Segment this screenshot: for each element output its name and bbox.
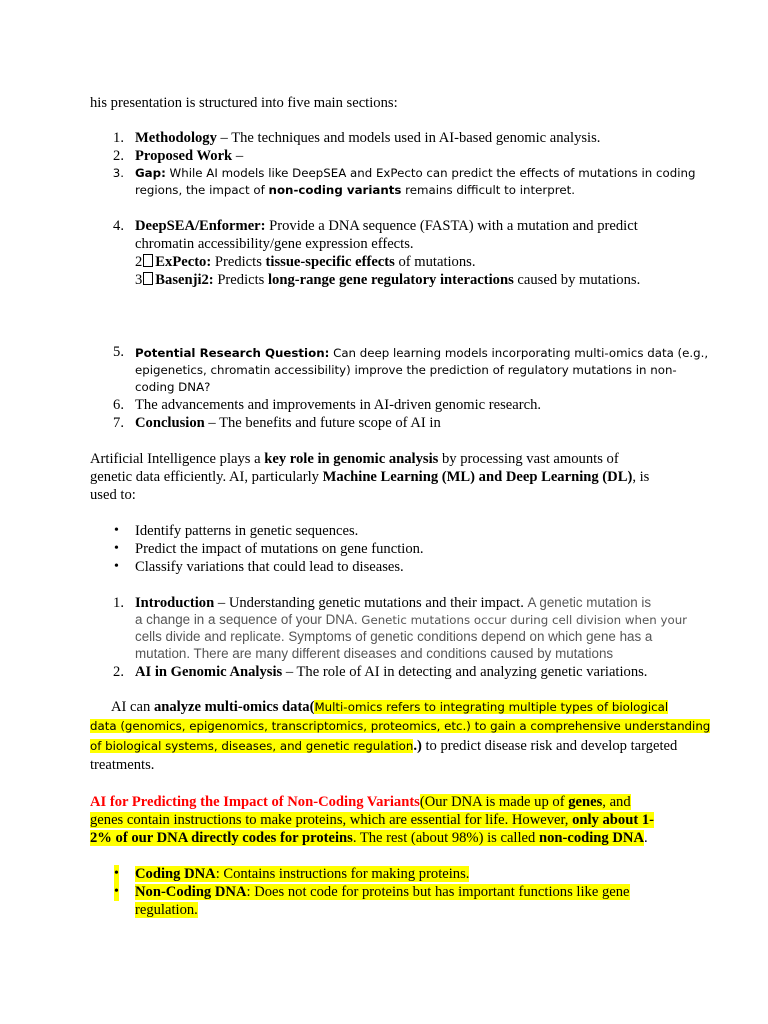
- para-ai-line2: genetic data efficiently. AI, particularly Machine Learning (ML) and Deep Learning (DL), is: [90, 469, 650, 485]
- para-omics-line1: AI can analyze multi-omics data(Multi-omics refers to integrating multiple types of biological: [111, 699, 669, 715]
- bullet-icon: •: [114, 523, 119, 538]
- bullet-item-noncoding-dna-line2: regulation.: [135, 902, 198, 918]
- list-item-gap-line2: regions, the impact of non-coding variants remains difficult to interpret.: [135, 183, 575, 197]
- bullet-icon: •: [114, 866, 119, 881]
- list-item-deepsea-line2: chromatin accessibility/gene expression effects.: [135, 236, 414, 252]
- bullet-icon: •: [114, 541, 119, 556]
- bullet-item-noncoding-dna: Non-Coding DNA: Does not code for proteins but has important functions like gene: [135, 884, 630, 900]
- list-item-introduction-line3: cells divide and replicate. Symptoms of genetic conditions depend on which gene has a: [135, 629, 653, 644]
- para-ai-line3: used to:: [90, 487, 136, 503]
- list-item-ai-genomic: AI in Genomic Analysis – The role of AI in detecting and analyzing genetic variations.: [135, 664, 648, 680]
- list-number: 2.: [113, 664, 124, 680]
- list-item-deepsea: DeepSEA/Enformer: Provide a DNA sequence (FASTA) with a mutation and predict: [135, 218, 638, 234]
- list-number: 3.: [112, 166, 124, 180]
- list-item-introduction-line2: a change in a sequence of your DNA. Genetic mutations occur during cell division when your: [135, 612, 688, 627]
- list-item-research-question: Potential Research Question: Can deep learning models incorporating multi-omics data (e.g.,: [135, 346, 709, 360]
- list-item-research-question-line2: epigenetics, chromatin accessibility) improve the prediction of regulatory mutations in non-: [135, 363, 677, 377]
- list-item-expecto: 2 ExPecto: Predicts tissue-specific effects of mutations.: [135, 254, 476, 270]
- list-item-methodology: Methodology – The techniques and models used in AI-based genomic analysis.: [135, 130, 601, 146]
- list-item-conclusion: Conclusion – The benefits and future scope of AI in: [135, 415, 441, 431]
- list-number: 4.: [113, 218, 124, 234]
- list-item-proposed-work: Proposed Work –: [135, 148, 244, 164]
- list-number: 2.: [113, 148, 124, 164]
- bullet-item: Identify patterns in genetic sequences.: [135, 523, 359, 539]
- list-number: 6.: [113, 397, 124, 413]
- para-noncoding-line3: 2% of our DNA directly codes for proteins. The rest (about 98%) is called non-coding DNA.: [90, 830, 648, 846]
- para-omics-line2: data (genomics, epigenomics, transcriptomics, proteomics, etc.) to gain a comprehensive understanding: [90, 719, 711, 733]
- para-noncoding-line1: AI for Predicting the Impact of Non-Coding Variants(Our DNA is made up of genes, and: [90, 794, 631, 810]
- para-omics-line3: of biological systems, diseases, and genetic regulation.) to predict disease risk and develop targeted: [90, 738, 678, 754]
- list-item-research-question-line3: coding DNA?: [135, 380, 211, 394]
- list-item-advancements: The advancements and improvements in AI-driven genomic research.: [135, 397, 542, 413]
- list-item-basenji: 3 Basenji2: Predicts long-range gene regulatory interactions caused by mutations.: [135, 272, 641, 288]
- bullet-item-coding-dna: Coding DNA: Contains instructions for making proteins.: [135, 866, 470, 882]
- bullet-icon: •: [114, 559, 119, 574]
- missing-glyph-icon: [143, 254, 153, 267]
- list-item-gap: Gap: While AI models like DeepSEA and ExPecto can predict the effects of mutations in coding: [135, 166, 696, 180]
- intro-text: his presentation is structured into five main sections:: [90, 95, 398, 111]
- list-number: 1.: [113, 130, 124, 146]
- list-number: 7.: [113, 415, 124, 431]
- bullet-item: Classify variations that could lead to diseases.: [135, 559, 404, 575]
- bullet-item: Predict the impact of mutations on gene function.: [135, 541, 424, 557]
- para-omics-line4: treatments.: [90, 757, 155, 773]
- bullet-icon: •: [114, 884, 119, 899]
- list-number: 5.: [113, 344, 124, 360]
- missing-glyph-icon: [143, 272, 153, 285]
- para-ai-line1: Artificial Intelligence plays a key role in genomic analysis by processing vast amounts of: [90, 451, 619, 467]
- list-item-introduction-line4: mutation. There are many different diseases and conditions caused by mutations: [135, 646, 614, 661]
- para-noncoding-line2: genes contain instructions to make proteins, which are essential for life. However, only about 1-: [90, 812, 654, 828]
- list-number: 1.: [113, 595, 124, 611]
- list-item-introduction: Introduction – Understanding genetic mutations and their impact. A genetic mutation is: [135, 595, 652, 611]
